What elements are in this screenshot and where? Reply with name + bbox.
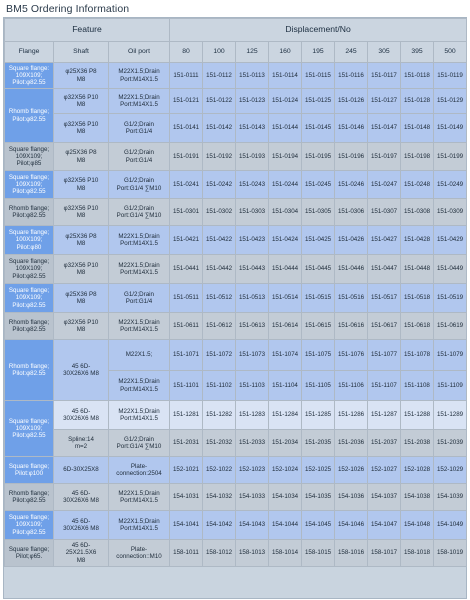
part-number-cell: 151-0117: [368, 63, 401, 89]
shaft-cell: φ25X36 P8 M8: [54, 63, 109, 89]
flange-cell: Rhomb flange; Pilot:φ82.55: [5, 484, 54, 511]
oil-port-cell: M22X1.5;Drain Port:M14X1.5: [109, 511, 170, 540]
part-number-cell: 158-1012: [203, 540, 236, 567]
part-number-cell: 151-0243: [236, 171, 269, 199]
part-number-cell: 151-0199: [434, 143, 467, 171]
part-number-cell: 151-0249: [434, 171, 467, 199]
oil-port-cell: G1/2;Drain Port:G1/4 ∑M10: [109, 430, 170, 457]
displacement-245-header: 245: [335, 42, 368, 63]
part-number-cell: 151-0125: [302, 89, 335, 114]
part-number-cell: 151-0122: [203, 89, 236, 114]
part-number-cell: 154-1042: [203, 511, 236, 540]
part-number-cell: 151-0517: [368, 284, 401, 313]
part-number-cell: 151-0115: [302, 63, 335, 89]
oil-port-cell: G1/2;Drain Port:G1/4: [109, 284, 170, 313]
part-number-cell: 151-0442: [203, 255, 236, 284]
oil-port-cell: G1/2;Drain Port:G1/4: [109, 143, 170, 171]
part-number-cell: 151-0447: [368, 255, 401, 284]
part-number-cell: 151-2032: [203, 430, 236, 457]
shaft-cell: 6D-30X25X8: [54, 457, 109, 484]
part-number-cell: 152-1023: [236, 457, 269, 484]
part-number-cell: 151-0304: [269, 199, 302, 226]
part-number-cell: 154-1034: [269, 484, 302, 511]
part-number-cell: 151-0616: [335, 313, 368, 340]
flange-cell: Rhomb flange; Pilot:φ82.55: [5, 199, 54, 226]
part-number-cell: 151-0617: [368, 313, 401, 340]
oil-port-cell: G1/2;Drain Port:G1/4 ∑M10: [109, 171, 170, 199]
part-number-cell: 151-0308: [401, 199, 434, 226]
part-number-cell: 154-1046: [335, 511, 368, 540]
table-row: [5, 171, 467, 199]
part-number-cell: 154-1035: [302, 484, 335, 511]
part-number-cell: 151-1287: [368, 401, 401, 430]
part-number-cell: 151-1076: [335, 340, 368, 371]
page-title: BM5 Ordering Information: [6, 3, 130, 15]
shaft-cell: φ32X56 P10 M8: [54, 171, 109, 199]
oil-port-cell: Plate- connection:2504: [109, 457, 170, 484]
part-number-cell: 151-0306: [335, 199, 368, 226]
displacement-395-header: 395: [401, 42, 434, 63]
part-number-cell: 151-0445: [302, 255, 335, 284]
part-number-cell: 151-1288: [401, 401, 434, 430]
flange-cell: Square flange; Pilot:φ100: [5, 457, 54, 484]
part-number-cell: 152-1024: [269, 457, 302, 484]
part-number-cell: 151-0112: [203, 63, 236, 89]
part-number-cell: 151-1285: [302, 401, 335, 430]
part-number-cell: 151-0619: [434, 313, 467, 340]
table-row: [5, 89, 467, 114]
part-number-cell: 151-1107: [368, 371, 401, 401]
part-number-cell: 151-0516: [335, 284, 368, 313]
table-row: [5, 340, 467, 371]
part-number-cell: 151-1284: [269, 401, 302, 430]
part-number-cell: 158-1014: [269, 540, 302, 567]
shaft-cell: φ32X56 P10 M8: [54, 89, 109, 114]
part-number-cell: 151-0511: [170, 284, 203, 313]
part-number-cell: 151-2037: [368, 430, 401, 457]
part-number-cell: 151-0426: [335, 226, 368, 255]
part-number-cell: 151-0303: [236, 199, 269, 226]
table-row: [5, 430, 467, 457]
table-row: [5, 457, 467, 484]
part-number-cell: 158-1013: [236, 540, 269, 567]
part-number-cell: 151-2036: [335, 430, 368, 457]
shaft-cell: φ32X56 P10 M8: [54, 255, 109, 284]
part-number-cell: 151-1283: [236, 401, 269, 430]
part-number-cell: 151-0423: [236, 226, 269, 255]
part-number-cell: 151-0194: [269, 143, 302, 171]
part-number-cell: 154-1047: [368, 511, 401, 540]
part-number-cell: 151-0114: [269, 63, 302, 89]
part-number-cell: 151-0305: [302, 199, 335, 226]
part-number-cell: 151-1289: [434, 401, 467, 430]
part-number-cell: 151-0141: [170, 114, 203, 143]
part-number-cell: 151-0145: [302, 114, 335, 143]
part-number-cell: 151-0124: [269, 89, 302, 114]
part-number-cell: 154-1039: [434, 484, 467, 511]
part-number-cell: 151-2034: [269, 430, 302, 457]
part-number-cell: 151-1075: [302, 340, 335, 371]
displacement-305-header: 305: [368, 42, 401, 63]
table-row: [5, 540, 467, 567]
part-number-cell: 158-1016: [335, 540, 368, 567]
part-number-cell: 151-2039: [434, 430, 467, 457]
part-number-cell: 151-0193: [236, 143, 269, 171]
shaft-cell: 45 6D- 30X26X6 M8: [54, 340, 109, 401]
flange-cell: Rhomb flange; Pilot:φ82.55: [5, 89, 54, 143]
displacement-header: Displacement/No: [170, 19, 467, 42]
part-number-cell: 151-0242: [203, 171, 236, 199]
part-number-cell: 151-0613: [236, 313, 269, 340]
part-number-cell: 151-1073: [236, 340, 269, 371]
part-number-cell: 152-1027: [368, 457, 401, 484]
part-number-cell: 151-0195: [302, 143, 335, 171]
part-number-cell: 151-1077: [368, 340, 401, 371]
displacement-195-header: 195: [302, 42, 335, 63]
oil-port-cell: M22X1.5;: [109, 340, 170, 371]
oil-port-cell: M22X1.5;Drain Port:M14X1.5: [109, 313, 170, 340]
oil-port-cell: M22X1.5;Drain Port:M14X1.5: [109, 89, 170, 114]
part-number-cell: 154-1031: [170, 484, 203, 511]
part-number-cell: 151-1072: [203, 340, 236, 371]
part-number-cell: 158-1017: [368, 540, 401, 567]
part-number-cell: 154-1045: [302, 511, 335, 540]
part-number-cell: 151-0191: [170, 143, 203, 171]
part-number-cell: 152-1026: [335, 457, 368, 484]
table-body: [5, 63, 467, 567]
displacement-160-header: 160: [269, 42, 302, 63]
part-number-cell: 151-0143: [236, 114, 269, 143]
oil-port-cell: M22X1.5;Drain Port:M14X1.5: [109, 401, 170, 430]
shaft-cell: 45 6D- 30X26X6 M8: [54, 511, 109, 540]
part-number-cell: 151-0127: [368, 89, 401, 114]
part-number-cell: 151-0441: [170, 255, 203, 284]
part-number-cell: 151-0515: [302, 284, 335, 313]
part-number-cell: 152-1022: [203, 457, 236, 484]
ordering-table: [4, 18, 467, 567]
part-number-cell: 151-0116: [335, 63, 368, 89]
part-number-cell: 151-0196: [335, 143, 368, 171]
part-number-cell: 154-1037: [368, 484, 401, 511]
part-number-cell: 151-2031: [170, 430, 203, 457]
part-number-cell: 151-0123: [236, 89, 269, 114]
part-number-cell: 151-2035: [302, 430, 335, 457]
part-number-cell: 151-0429: [434, 226, 467, 255]
part-number-cell: 151-0615: [302, 313, 335, 340]
part-number-cell: 151-0614: [269, 313, 302, 340]
oil-port-cell: G1/2;Drain Port:G1/4: [109, 114, 170, 143]
part-number-cell: 151-0444: [269, 255, 302, 284]
table-row: [5, 401, 467, 430]
part-number-cell: 151-0448: [401, 255, 434, 284]
shaft-cell: 45 6D- 25X21.5X6 M8: [54, 540, 109, 567]
shaft-header: Shaft: [54, 42, 109, 63]
oil-port-cell: M22X1.5;Drain Port:M14X1.5: [109, 484, 170, 511]
displacement-100-header: 100: [203, 42, 236, 63]
oil-port-cell: M22X1.5;Drain Port:M14X1.5: [109, 255, 170, 284]
part-number-cell: 151-0422: [203, 226, 236, 255]
part-number-cell: 151-0192: [203, 143, 236, 171]
part-number-cell: 154-1033: [236, 484, 269, 511]
part-number-cell: 151-2033: [236, 430, 269, 457]
table-row: [5, 255, 467, 284]
flange-cell: Square flange; 109X109; Pilot:φ82.55: [5, 511, 54, 540]
part-number-cell: 151-0197: [368, 143, 401, 171]
flange-cell: Square flange; Pilot;φ65.: [5, 540, 54, 567]
shaft-cell: φ32X56 P10 M8: [54, 313, 109, 340]
oil-port-cell: G1/2;Drain Port:G1/4 ∑M10: [109, 199, 170, 226]
part-number-cell: 154-1044: [269, 511, 302, 540]
part-number-cell: 151-0618: [401, 313, 434, 340]
part-number-cell: 151-0246: [335, 171, 368, 199]
part-number-cell: 151-0443: [236, 255, 269, 284]
part-number-cell: 151-0241: [170, 171, 203, 199]
part-number-cell: 158-1015: [302, 540, 335, 567]
displacement-125-header: 125: [236, 42, 269, 63]
table-row: [5, 63, 467, 89]
part-number-cell: 151-0129: [434, 89, 467, 114]
part-number-cell: 151-0142: [203, 114, 236, 143]
part-number-cell: 152-1021: [170, 457, 203, 484]
part-number-cell: 151-0147: [368, 114, 401, 143]
part-number-cell: 151-1286: [335, 401, 368, 430]
ordering-table-frame: [3, 17, 467, 599]
part-number-cell: 151-0425: [302, 226, 335, 255]
part-number-cell: 151-1079: [434, 340, 467, 371]
part-number-cell: 151-0113: [236, 63, 269, 89]
part-number-cell: 151-0244: [269, 171, 302, 199]
part-number-cell: 152-1025: [302, 457, 335, 484]
oil-port-cell: M22X1.5;Drain Port:M14X1.5: [109, 371, 170, 401]
feature-header: Feature: [5, 19, 170, 42]
part-number-cell: 151-0309: [434, 199, 467, 226]
part-number-cell: 151-1103: [236, 371, 269, 401]
part-number-cell: 151-0307: [368, 199, 401, 226]
flange-header: Flange: [5, 42, 54, 63]
part-number-cell: 151-0427: [368, 226, 401, 255]
shaft-cell: φ25X36 P8 M8: [54, 226, 109, 255]
part-number-cell: 151-0519: [434, 284, 467, 313]
oil-port-cell: M22X1.5;Drain Port:M14X1.5: [109, 63, 170, 89]
part-number-cell: 151-0512: [203, 284, 236, 313]
part-number-cell: 151-0121: [170, 89, 203, 114]
part-number-cell: 151-1108: [401, 371, 434, 401]
part-number-cell: 151-1102: [203, 371, 236, 401]
part-number-cell: 151-0126: [335, 89, 368, 114]
flange-cell: Square flange; 109X109; Pilot:φ82.55: [5, 255, 54, 284]
part-number-cell: 151-1281: [170, 401, 203, 430]
shaft-cell: 45 6D- 30X26X6 M8: [54, 401, 109, 430]
part-number-cell: 151-0513: [236, 284, 269, 313]
part-number-cell: 151-0302: [203, 199, 236, 226]
part-number-cell: 151-0612: [203, 313, 236, 340]
part-number-cell: 151-0421: [170, 226, 203, 255]
part-number-cell: 151-0245: [302, 171, 335, 199]
part-number-cell: 151-1074: [269, 340, 302, 371]
part-number-cell: 158-1018: [401, 540, 434, 567]
table-row: [5, 114, 467, 143]
shaft-cell: 45 6D- 30X26X6 M8: [54, 484, 109, 511]
part-number-cell: 154-1032: [203, 484, 236, 511]
part-number-cell: 151-0301: [170, 199, 203, 226]
part-number-cell: 158-1011: [170, 540, 203, 567]
shaft-cell: φ25X36 P8 M8: [54, 143, 109, 171]
table-row: [5, 226, 467, 255]
part-number-cell: 151-0148: [401, 114, 434, 143]
flange-cell: Square flange; 109X109; Pilot:φ82.55: [5, 284, 54, 313]
part-number-cell: 151-0428: [401, 226, 434, 255]
table-row: [5, 484, 467, 511]
part-number-cell: 151-0611: [170, 313, 203, 340]
part-number-cell: 151-0118: [401, 63, 434, 89]
part-number-cell: 151-2038: [401, 430, 434, 457]
part-number-cell: 151-1101: [170, 371, 203, 401]
displacement-80-header: 80: [170, 42, 203, 63]
part-number-cell: 154-1048: [401, 511, 434, 540]
shaft-cell: φ32X56 P10 M8: [54, 199, 109, 226]
shaft-cell: φ32X56 P10 M8: [54, 114, 109, 143]
part-number-cell: 151-1106: [335, 371, 368, 401]
part-number-cell: 151-0449: [434, 255, 467, 284]
table-row: [5, 511, 467, 540]
table-row: [5, 143, 467, 171]
part-number-cell: 151-0149: [434, 114, 467, 143]
part-number-cell: 152-1028: [401, 457, 434, 484]
part-number-cell: 152-1029: [434, 457, 467, 484]
part-number-cell: 151-0514: [269, 284, 302, 313]
part-number-cell: 151-0518: [401, 284, 434, 313]
flange-cell: Square flange; 109X109; Pilot;φ85: [5, 143, 54, 171]
oil-port-header: Oil port: [109, 42, 170, 63]
part-number-cell: 151-0247: [368, 171, 401, 199]
part-number-cell: 151-0111: [170, 63, 203, 89]
part-number-cell: 151-1109: [434, 371, 467, 401]
part-number-cell: 151-0446: [335, 255, 368, 284]
oil-port-cell: M22X1.5;Drain Port:M14X1.5: [109, 226, 170, 255]
part-number-cell: 154-1041: [170, 511, 203, 540]
displacement-500-header: 500: [434, 42, 467, 63]
part-number-cell: 151-0424: [269, 226, 302, 255]
shaft-cell: Spline:14 m=2: [54, 430, 109, 457]
part-number-cell: 151-1104: [269, 371, 302, 401]
flange-cell: Square flange: 109X109; Pilot:φ82.55: [5, 63, 54, 89]
part-number-cell: 151-0119: [434, 63, 467, 89]
part-number-cell: 151-0198: [401, 143, 434, 171]
part-number-cell: 151-0248: [401, 171, 434, 199]
flange-cell: Square flange; 109X109; Pilot:φ82.55: [5, 401, 54, 457]
part-number-cell: 151-1105: [302, 371, 335, 401]
flange-cell: Rhomb flange; Pilot:φ82.55: [5, 340, 54, 401]
part-number-cell: 151-0128: [401, 89, 434, 114]
part-number-cell: 154-1038: [401, 484, 434, 511]
flange-cell: Rhomb flange; Pilot:φ82.55: [5, 313, 54, 340]
part-number-cell: 151-0146: [335, 114, 368, 143]
part-number-cell: 151-1282: [203, 401, 236, 430]
oil-port-cell: Plate- connection::M10: [109, 540, 170, 567]
table-row: [5, 284, 467, 313]
shaft-cell: φ25X36 P8 M8: [54, 284, 109, 313]
flange-cell: Square flange; 100X109; Pilot:φ80: [5, 226, 54, 255]
table-row: [5, 199, 467, 226]
part-number-cell: 154-1036: [335, 484, 368, 511]
flange-cell: Square flange; 109X109; Pilot:φ82.55: [5, 171, 54, 199]
part-number-cell: 158-1019: [434, 540, 467, 567]
part-number-cell: 151-1071: [170, 340, 203, 371]
table-row: [5, 313, 467, 340]
part-number-cell: 154-1049: [434, 511, 467, 540]
part-number-cell: 154-1043: [236, 511, 269, 540]
part-number-cell: 151-0144: [269, 114, 302, 143]
part-number-cell: 151-1078: [401, 340, 434, 371]
